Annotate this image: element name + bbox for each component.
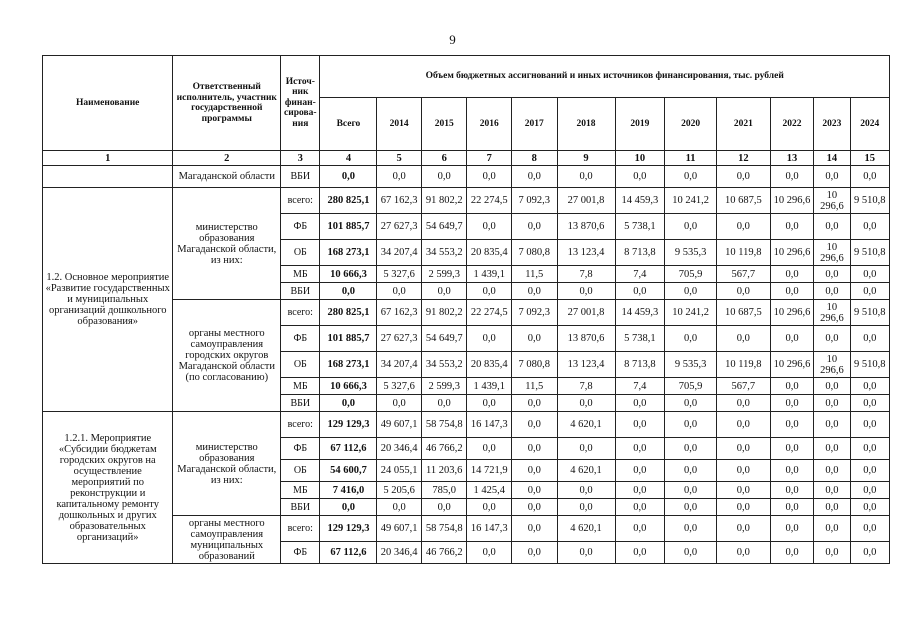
value-cell: 0,0 [511, 166, 557, 188]
value-cell: 4 620,1 [557, 516, 615, 542]
value-cell: 16 147,3 [467, 412, 512, 438]
value-cell: 0,0 [814, 326, 850, 352]
value-cell: 0,0 [850, 214, 890, 240]
value-cell: 0,0 [511, 412, 557, 438]
value-cell: 0,0 [814, 499, 850, 516]
value-cell: 14 459,3 [615, 188, 665, 214]
value-cell: 34 207,4 [377, 240, 422, 266]
column-index-cell: 4 [320, 151, 377, 166]
value-cell: 1 439,1 [467, 266, 512, 283]
value-cell: 0,0 [850, 326, 890, 352]
value-cell: 280 825,1 [320, 188, 377, 214]
value-cell: 0,0 [421, 166, 467, 188]
value-cell: 8 713,8 [615, 352, 665, 378]
source-cell: ФБ [281, 438, 320, 460]
column-index-cell: 14 [814, 151, 850, 166]
value-cell: 0,0 [770, 412, 813, 438]
value-cell: 7 092,3 [511, 188, 557, 214]
value-cell: 567,7 [716, 378, 770, 395]
value-cell: 705,9 [665, 378, 717, 395]
value-cell: 1 425,4 [467, 482, 512, 499]
value-cell: 27 627,3 [377, 326, 422, 352]
source-cell: всего: [281, 188, 320, 214]
value-cell: 10 666,3 [320, 378, 377, 395]
value-cell: 0,0 [467, 326, 512, 352]
value-cell: 0,0 [716, 326, 770, 352]
column-index-cell: 6 [421, 151, 467, 166]
value-cell: 0,0 [421, 283, 467, 300]
column-index-row [43, 151, 890, 166]
value-cell: 0,0 [615, 542, 665, 564]
header-year: 2014 [377, 98, 422, 151]
value-cell: 20 346,4 [377, 438, 422, 460]
responsible-cell: министерство образования Магаданской области, из них: [173, 412, 281, 516]
source-cell: ВБИ [281, 499, 320, 516]
column-index-cell: 9 [557, 151, 615, 166]
value-cell: 49 607,1 [377, 516, 422, 542]
value-cell: 0,0 [377, 166, 422, 188]
value-cell: 54 600,7 [320, 460, 377, 482]
source-cell: всего: [281, 300, 320, 326]
value-cell: 22 274,5 [467, 300, 512, 326]
header-name: Наименование [43, 56, 173, 151]
value-cell: 7 080,8 [511, 352, 557, 378]
value-cell: 46 766,2 [421, 542, 467, 564]
value-cell: 0,0 [814, 395, 850, 412]
column-index-cell: 5 [377, 151, 422, 166]
value-cell: 0,0 [814, 214, 850, 240]
value-cell: 0,0 [770, 542, 813, 564]
value-cell: 0,0 [615, 412, 665, 438]
value-cell: 0,0 [814, 412, 850, 438]
value-cell: 4 620,1 [557, 460, 615, 482]
value-cell: 67 162,3 [377, 300, 422, 326]
value-cell: 7,4 [615, 266, 665, 283]
column-index-cell: 2 [173, 151, 281, 166]
header-volume: Объем бюджетных ассигнований и иных источников финансирования, тыс. рублей [320, 56, 890, 98]
table-row [43, 188, 890, 214]
source-cell: ОБ [281, 352, 320, 378]
value-cell: 34 553,2 [421, 352, 467, 378]
column-index-cell: 10 [615, 151, 665, 166]
value-cell: 0,0 [557, 395, 615, 412]
value-cell: 0,0 [557, 283, 615, 300]
value-cell: 0,0 [665, 412, 717, 438]
value-cell: 0,0 [320, 499, 377, 516]
column-index-cell: 3 [281, 151, 320, 166]
value-cell: 168 273,1 [320, 352, 377, 378]
value-cell: 0,0 [850, 412, 890, 438]
value-cell: 0,0 [665, 460, 717, 482]
value-cell: 0,0 [511, 283, 557, 300]
value-cell: 0,0 [770, 166, 813, 188]
value-cell: 0,0 [716, 542, 770, 564]
value-cell: 0,0 [814, 378, 850, 395]
value-cell: 0,0 [850, 266, 890, 283]
value-cell: 0,0 [716, 395, 770, 412]
value-cell: 10 296,6 [814, 352, 850, 378]
value-cell: 0,0 [814, 283, 850, 300]
value-cell: 0,0 [665, 482, 717, 499]
value-cell: 91 802,2 [421, 300, 467, 326]
value-cell: 0,0 [770, 516, 813, 542]
value-cell: 10 241,2 [665, 300, 717, 326]
financing-table [42, 55, 890, 564]
value-cell: 0,0 [770, 438, 813, 460]
value-cell: 0,0 [770, 326, 813, 352]
value-cell: 67 162,3 [377, 188, 422, 214]
value-cell: 0,0 [615, 438, 665, 460]
value-cell: 0,0 [511, 214, 557, 240]
value-cell: 9 510,8 [850, 300, 890, 326]
header-year: 2018 [557, 98, 615, 151]
value-cell: 0,0 [716, 482, 770, 499]
value-cell: 0,0 [770, 460, 813, 482]
header-responsible: Ответственный исполнитель, участник государственной программы [173, 56, 281, 151]
value-cell: 0,0 [615, 499, 665, 516]
value-cell: 0,0 [377, 395, 422, 412]
value-cell: 0,0 [320, 166, 377, 188]
value-cell: 0,0 [716, 499, 770, 516]
value-cell: 0,0 [665, 499, 717, 516]
value-cell: 27 001,8 [557, 300, 615, 326]
value-cell: 34 553,2 [421, 240, 467, 266]
value-cell: 0,0 [377, 283, 422, 300]
value-cell: 10 687,5 [716, 300, 770, 326]
header-year: 2022 [770, 98, 813, 151]
value-cell: 0,0 [770, 395, 813, 412]
value-cell: 0,0 [770, 378, 813, 395]
value-cell: 0,0 [850, 438, 890, 460]
value-cell: 0,0 [850, 283, 890, 300]
value-cell: 10 241,2 [665, 188, 717, 214]
value-cell: 10 296,6 [770, 240, 813, 266]
value-cell: 0,0 [770, 283, 813, 300]
value-cell: 0,0 [814, 516, 850, 542]
value-cell: 0,0 [770, 499, 813, 516]
value-cell: 0,0 [557, 166, 615, 188]
value-cell: 14 721,9 [467, 460, 512, 482]
value-cell: 24 055,1 [377, 460, 422, 482]
value-cell: 0,0 [377, 499, 422, 516]
value-cell: 5 327,6 [377, 378, 422, 395]
header-source: Источ-ник финан-сирова-ния [281, 56, 320, 151]
value-cell: 0,0 [716, 516, 770, 542]
value-cell: 10 296,6 [814, 300, 850, 326]
value-cell: 27 627,3 [377, 214, 422, 240]
value-cell: 10 687,5 [716, 188, 770, 214]
value-cell: 0,0 [615, 482, 665, 499]
activity-name-cell: 1.2. Основное мероприятие «Развитие государственных и муниципальных организаций дошкольного образования» [43, 188, 173, 412]
value-cell: 0,0 [467, 395, 512, 412]
value-cell: 0,0 [665, 166, 717, 188]
responsible-cell: органы местного самоуправления муниципальных образований [173, 516, 281, 564]
value-cell: 0,0 [716, 412, 770, 438]
value-cell: 13 870,6 [557, 326, 615, 352]
source-cell: МБ [281, 482, 320, 499]
source-cell: ФБ [281, 326, 320, 352]
value-cell: 0,0 [716, 460, 770, 482]
value-cell: 10 296,6 [814, 240, 850, 266]
value-cell: 0,0 [467, 166, 512, 188]
header-year: 2020 [665, 98, 717, 151]
source-cell: МБ [281, 378, 320, 395]
value-cell: 27 001,8 [557, 188, 615, 214]
value-cell: 7 416,0 [320, 482, 377, 499]
empty-cell [43, 166, 173, 188]
value-cell: 0,0 [665, 542, 717, 564]
source-cell: ФБ [281, 214, 320, 240]
value-cell: 7,8 [557, 266, 615, 283]
value-cell: 4 620,1 [557, 412, 615, 438]
value-cell: 0,0 [850, 395, 890, 412]
value-cell: 0,0 [770, 214, 813, 240]
value-cell: 10 119,8 [716, 352, 770, 378]
source-cell: ВБИ [281, 166, 320, 188]
value-cell: 0,0 [511, 516, 557, 542]
source-cell: всего: [281, 412, 320, 438]
value-cell: 10 296,6 [770, 352, 813, 378]
value-cell: 5 738,1 [615, 214, 665, 240]
value-cell: 280 825,1 [320, 300, 377, 326]
value-cell: 7,8 [557, 378, 615, 395]
table-header [43, 56, 890, 166]
value-cell: 0,0 [665, 326, 717, 352]
value-cell: 0,0 [511, 499, 557, 516]
source-cell: МБ [281, 266, 320, 283]
table-row [43, 166, 890, 188]
value-cell: 9 535,3 [665, 352, 717, 378]
value-cell: 10 296,6 [770, 188, 813, 214]
value-cell: 0,0 [850, 542, 890, 564]
column-index-cell: 15 [850, 151, 890, 166]
value-cell: 11,5 [511, 266, 557, 283]
value-cell: 0,0 [557, 438, 615, 460]
value-cell: 0,0 [557, 499, 615, 516]
value-cell: 0,0 [421, 499, 467, 516]
value-cell: 5 327,6 [377, 266, 422, 283]
header-total: Всего [320, 98, 377, 151]
value-cell: 0,0 [850, 516, 890, 542]
value-cell: 7,4 [615, 378, 665, 395]
value-cell: 0,0 [320, 283, 377, 300]
source-cell: всего: [281, 516, 320, 542]
value-cell: 0,0 [665, 395, 717, 412]
value-cell: 7 092,3 [511, 300, 557, 326]
value-cell: 567,7 [716, 266, 770, 283]
value-cell: 2 599,3 [421, 378, 467, 395]
value-cell: 20 346,4 [377, 542, 422, 564]
value-cell: 0,0 [467, 499, 512, 516]
table-row [43, 412, 890, 438]
value-cell: 9 510,8 [850, 188, 890, 214]
value-cell: 0,0 [770, 482, 813, 499]
value-cell: 101 885,7 [320, 326, 377, 352]
value-cell: 0,0 [814, 266, 850, 283]
value-cell: 0,0 [716, 438, 770, 460]
responsible-cell: Магаданской области [173, 166, 281, 188]
source-cell: ОБ [281, 460, 320, 482]
value-cell: 10 666,3 [320, 266, 377, 283]
value-cell: 91 802,2 [421, 188, 467, 214]
value-cell: 11 203,6 [421, 460, 467, 482]
value-cell: 1 439,1 [467, 378, 512, 395]
value-cell: 54 649,7 [421, 214, 467, 240]
value-cell: 34 207,4 [377, 352, 422, 378]
value-cell: 0,0 [511, 326, 557, 352]
value-cell: 5 205,6 [377, 482, 422, 499]
value-cell: 101 885,7 [320, 214, 377, 240]
value-cell: 785,0 [421, 482, 467, 499]
value-cell: 13 870,6 [557, 214, 615, 240]
value-cell: 20 835,4 [467, 352, 512, 378]
value-cell: 0,0 [850, 166, 890, 188]
column-index-cell: 11 [665, 151, 717, 166]
value-cell: 20 835,4 [467, 240, 512, 266]
value-cell: 13 123,4 [557, 240, 615, 266]
column-index-cell: 12 [716, 151, 770, 166]
value-cell: 0,0 [716, 214, 770, 240]
header-year: 2021 [716, 98, 770, 151]
responsible-cell: министерство образования Магаданской области, из них: [173, 188, 281, 300]
value-cell: 0,0 [615, 395, 665, 412]
value-cell: 54 649,7 [421, 326, 467, 352]
source-cell: ВБИ [281, 283, 320, 300]
table-body [43, 166, 890, 564]
value-cell: 0,0 [814, 460, 850, 482]
value-cell: 67 112,6 [320, 438, 377, 460]
column-index-cell: 7 [467, 151, 512, 166]
value-cell: 13 123,4 [557, 352, 615, 378]
value-cell: 14 459,3 [615, 300, 665, 326]
value-cell: 11,5 [511, 378, 557, 395]
source-cell: ОБ [281, 240, 320, 266]
value-cell: 0,0 [320, 395, 377, 412]
value-cell: 0,0 [814, 438, 850, 460]
value-cell: 129 129,3 [320, 412, 377, 438]
value-cell: 0,0 [716, 166, 770, 188]
value-cell: 0,0 [665, 438, 717, 460]
value-cell: 0,0 [421, 395, 467, 412]
value-cell: 0,0 [615, 460, 665, 482]
value-cell: 129 129,3 [320, 516, 377, 542]
column-index-cell: 8 [511, 151, 557, 166]
value-cell: 0,0 [665, 214, 717, 240]
value-cell: 67 112,6 [320, 542, 377, 564]
value-cell: 0,0 [850, 460, 890, 482]
value-cell: 58 754,8 [421, 516, 467, 542]
column-index-cell: 1 [43, 151, 173, 166]
value-cell: 5 738,1 [615, 326, 665, 352]
value-cell: 0,0 [467, 438, 512, 460]
value-cell: 49 607,1 [377, 412, 422, 438]
value-cell: 0,0 [511, 482, 557, 499]
column-index-cell: 13 [770, 151, 813, 166]
value-cell: 0,0 [557, 542, 615, 564]
value-cell: 58 754,8 [421, 412, 467, 438]
value-cell: 0,0 [850, 499, 890, 516]
value-cell: 0,0 [557, 482, 615, 499]
header-year: 2024 [850, 98, 890, 151]
source-cell: ФБ [281, 542, 320, 564]
value-cell: 0,0 [511, 438, 557, 460]
value-cell: 16 147,3 [467, 516, 512, 542]
value-cell: 0,0 [511, 395, 557, 412]
value-cell: 7 080,8 [511, 240, 557, 266]
value-cell: 10 119,8 [716, 240, 770, 266]
value-cell: 0,0 [615, 283, 665, 300]
value-cell: 0,0 [770, 266, 813, 283]
header-year: 2023 [814, 98, 850, 151]
value-cell: 0,0 [814, 482, 850, 499]
value-cell: 0,0 [467, 542, 512, 564]
value-cell: 46 766,2 [421, 438, 467, 460]
value-cell: 2 599,3 [421, 266, 467, 283]
value-cell: 0,0 [615, 166, 665, 188]
responsible-cell: органы местного самоуправления городских округов Магаданской области (по согласованию) [173, 300, 281, 412]
value-cell: 0,0 [467, 283, 512, 300]
value-cell: 0,0 [511, 460, 557, 482]
value-cell: 0,0 [467, 214, 512, 240]
value-cell: 0,0 [665, 283, 717, 300]
value-cell: 9 510,8 [850, 352, 890, 378]
value-cell: 9 535,3 [665, 240, 717, 266]
header-year: 2016 [467, 98, 512, 151]
value-cell: 8 713,8 [615, 240, 665, 266]
activity-name-cell: 1.2.1. Мероприятие «Субсидии бюджетам городских округов на осуществление мероприятий по реконструкции и капитальному ремонту дошкольных и других образовательных организаций» [43, 412, 173, 564]
header-year: 2015 [421, 98, 467, 151]
value-cell: 0,0 [814, 166, 850, 188]
value-cell: 0,0 [665, 516, 717, 542]
value-cell: 0,0 [716, 283, 770, 300]
header-year: 2017 [511, 98, 557, 151]
value-cell: 168 273,1 [320, 240, 377, 266]
value-cell: 0,0 [511, 542, 557, 564]
value-cell: 0,0 [850, 482, 890, 499]
value-cell: 0,0 [615, 516, 665, 542]
value-cell: 705,9 [665, 266, 717, 283]
source-cell: ВБИ [281, 395, 320, 412]
value-cell: 9 510,8 [850, 240, 890, 266]
value-cell: 0,0 [850, 378, 890, 395]
header-year: 2019 [615, 98, 665, 151]
value-cell: 10 296,6 [814, 188, 850, 214]
value-cell: 0,0 [814, 542, 850, 564]
value-cell: 22 274,5 [467, 188, 512, 214]
value-cell: 10 296,6 [770, 300, 813, 326]
page-number: 9 [449, 32, 456, 47]
